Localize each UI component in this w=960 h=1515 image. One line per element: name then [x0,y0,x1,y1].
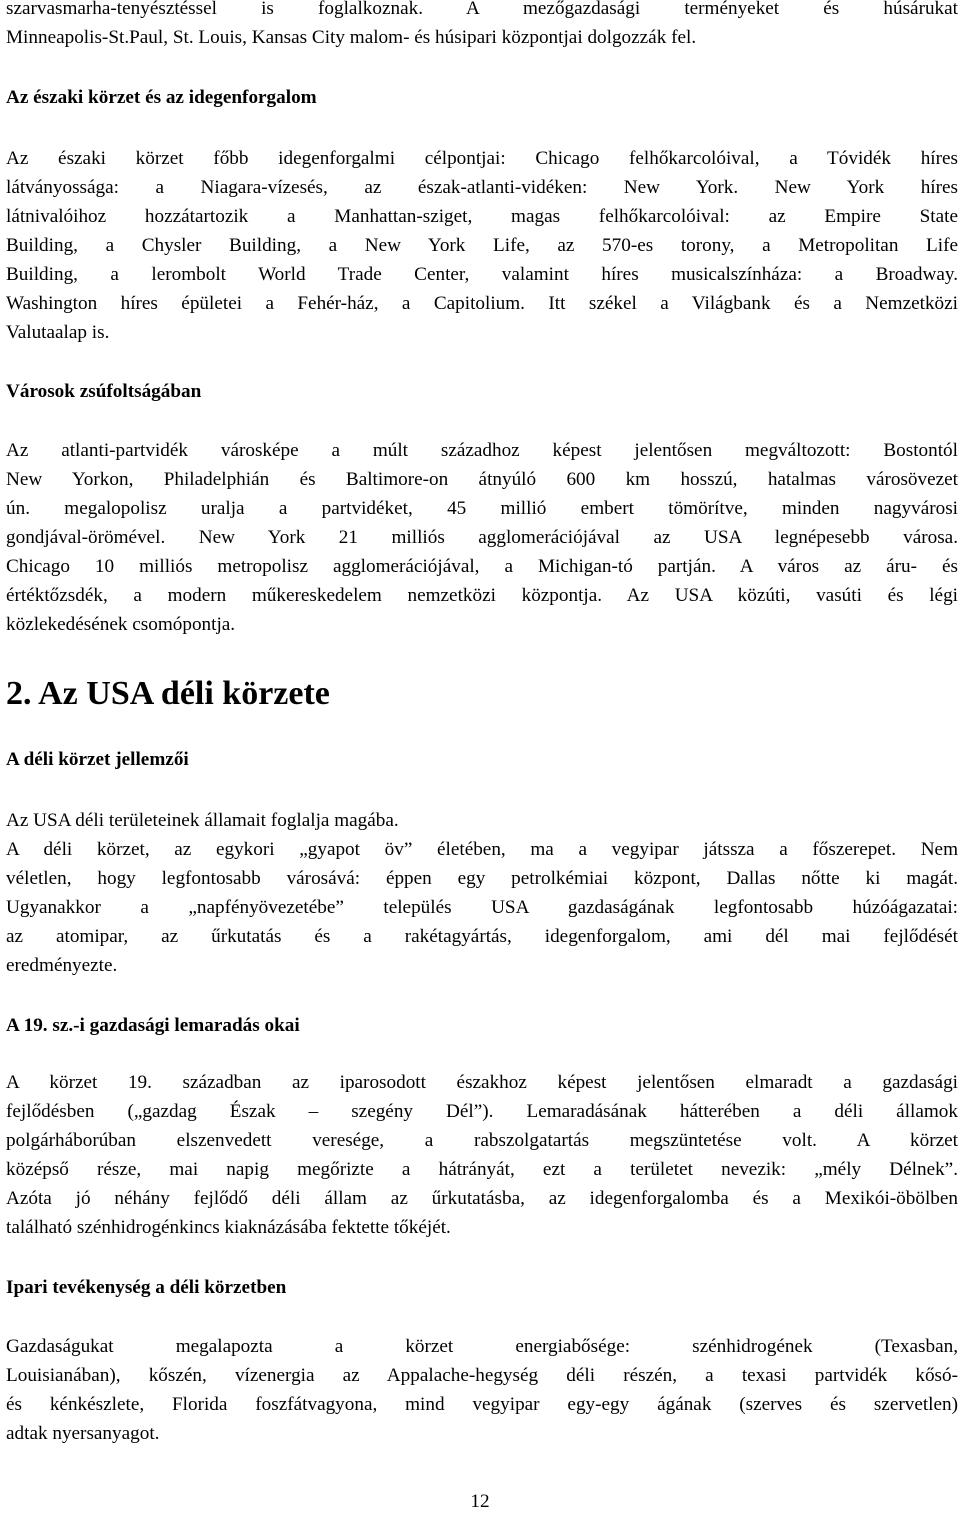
text-line: véletlen, hogy legfontosabb városává: éppen egy petrolkémiai központ, Dallas nőtte ki magát. [6,868,958,889]
text-line: Az északi körzet főbb idegenforgalmi célpontjai: Chicago felhőkarcolóival, a Tóvidék híres [6,148,958,169]
text-line: Chicago 10 milliós metropolisz agglomerációjával, a Michigan-tó partján. A város az áru- és [6,556,958,577]
text-line: Ugyanakkor a „napfényövezetébe” település USA gazdaságának legfontosabb húzóágazatai: [6,897,958,918]
text-line: gondjával-örömével. New York 21 milliós agglomerációjával az USA legnépesebb városa. [6,527,958,548]
text-line: Washington híres épületei a Fehér-ház, a Capitolium. Itt székel a Világbank és a Nemzetközi [6,293,958,314]
text-line: New Yorkon, Philadelphián és Baltimore-on átnyúló 600 km hosszú, hatalmas városövezet [6,469,958,490]
text-line: Azóta jó néhány fejlődő déli állam az űrkutatásba, az idegenforgalomba és a Mexikói-öbölben [6,1188,958,1209]
page-number: 12 [470,1491,490,1512]
text-line: Building, a lerombolt World Trade Center, valamint híres musicalszínháza: a Broadway. [6,264,958,285]
text-line: ún. megalopolisz uralja a partvidéket, 45 millió embert tömörítve, minden nagyvárosi [6,498,958,519]
text-line: fejlődésben („gazdag Észak – szegény Dél”). Lemaradásának hátterében a déli államok [6,1101,958,1122]
text-line: Building, a Chysler Building, a New York Life, az 570-es torony, a Metropolitan Life [6,235,958,256]
text-line: Minneapolis-St.Paul, St. Louis, Kansas City malom- és húsipari központjai dolgozzák fel. [6,27,697,48]
tourism-paragraph [6,144,958,347]
text-line: adtak nyersanyagot. [6,1423,160,1444]
text-line: eredményezte. [6,955,118,976]
section-heading-south-features: A déli körzet jellemzői [6,749,189,770]
industry-paragraph [6,1332,958,1448]
south-features-paragraph [6,806,958,980]
text-line: Az atlanti-partvidék városképe a múlt századhoz képest jelentősen megváltozott: Bostontól [6,440,958,461]
text-line: található szénhidrogénkincs kiaknázásába fektette tőkéjét. [6,1217,451,1238]
text-line: polgárháborúban elszenvedett veresége, a rabszolgatartás megszüntetése volt. A körzet [6,1130,958,1151]
text-line: értéktőzsdék, a modern műkereskedelem nemzetközi központja. Az USA közúti, vasúti és légi [6,585,958,606]
text-line: Louisianában), kőszén, vízenergia az Appalache-hegység déli részén, a texasi partvidék kősó- [6,1365,958,1386]
text-line: szarvasmarha-tenyésztéssel is foglalkoznak. A mezőgazdasági terményeket és húsárukat [6,0,958,19]
chapter-title: 2. Az USA déli körzete [6,675,330,712]
text-line: Az USA déli területeinek államait foglalja magába. [6,810,399,831]
text-line: Gazdaságukat megalapozta a körzet energiabősége: szénhidrogének (Texasban, [6,1336,958,1357]
section-heading-backwardness: A 19. sz.-i gazdasági lemaradás okai [6,1015,300,1036]
text-line: látványossága: a Niagara-vízesés, az észak-atlanti-vidéken: New York. New York híres [6,177,958,198]
text-line: Valutaalap is. [6,322,110,343]
text-line: A körzet 19. században az iparosodott északhoz képest jelentősen elmaradt a gazdasági [6,1072,958,1093]
backwardness-paragraph [6,1068,958,1242]
text-line: A déli körzet, az egykori „gyapot öv” életében, ma a vegyipar játssza a főszerepet. Nem [6,839,958,860]
text-line: középső része, mai napig megőrizte a hátrányát, ezt a területet nevezik: „mély Délnek”. [6,1159,958,1180]
section-heading-cities: Városok zsúfoltságában [6,381,202,402]
text-line: az atomipar, az űrkutatás és a rakétagyártás, idegenforgalom, ami dél mai fejlődését [6,926,958,947]
text-line: és kénkészlete, Florida foszfátvagyona, mind vegyipar egy-egy ágának (szerves és szervetlen) [6,1394,958,1415]
cities-paragraph [6,436,958,639]
section-heading-industry: Ipari tevékenység a déli körzetben [6,1277,287,1298]
intro-paragraph [6,0,958,52]
text-line: látnivalóihoz hozzátartozik a Manhattan-sziget, magas felhőkarcolóival: az Empire State [6,206,958,227]
section-heading-tourism: Az északi körzet és az idegenforgalom [6,87,317,108]
text-line: közlekedésének csomópontja. [6,614,236,635]
